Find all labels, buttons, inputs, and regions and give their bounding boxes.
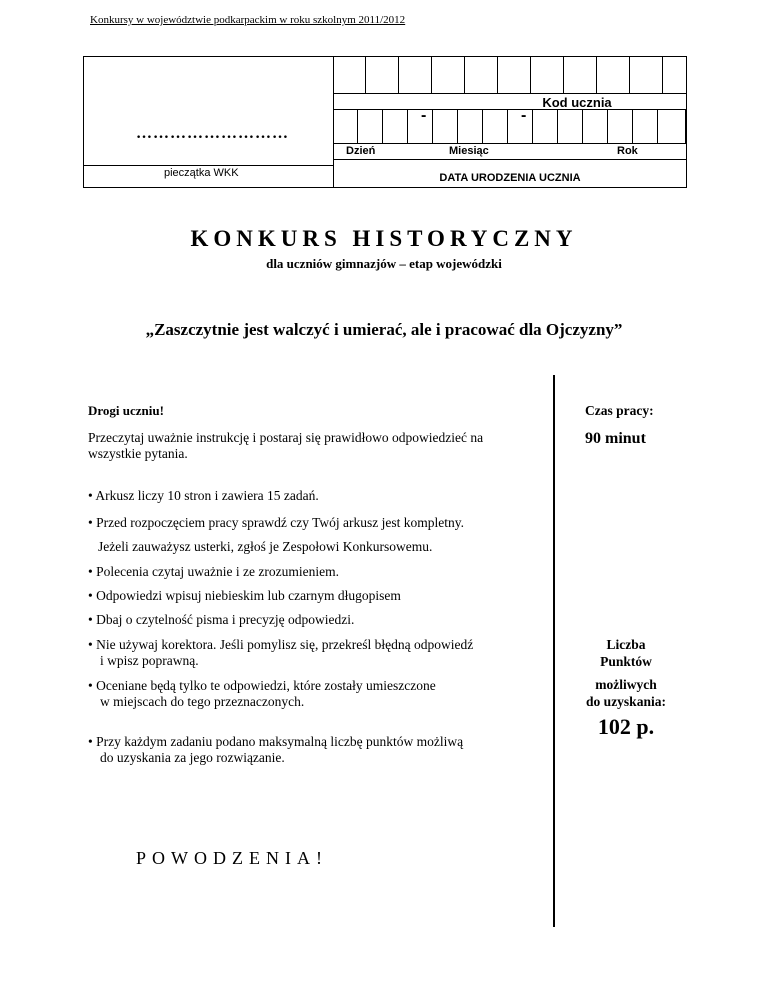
date-dash: - [421, 107, 427, 124]
rule-text: • Arkusz liczy 10 stron i zawiera 15 zadań. [88, 488, 319, 503]
grid-line [333, 143, 686, 144]
rule-text: Jeżeli zauważysz usterki, zgłoś je Zespołowi Konkursowemu. [98, 539, 433, 554]
rule-text: • Dbaj o czytelność pisma i precyzję odpowiedzi. [88, 612, 355, 627]
stamp-area [84, 57, 334, 187]
points-label-line: Punktów [600, 654, 652, 669]
rule-item [88, 612, 354, 628]
rule-text: • Przy każdym zadaniu podano maksymalną liczbę punktów możliwą [88, 734, 464, 749]
rule-text: • Odpowiedzi wpisuj niebieskim lub czarnym długopisem [88, 588, 401, 603]
stamp-label: pieczątka WKK [164, 167, 239, 179]
rule-item [88, 588, 401, 604]
points-label [580, 676, 672, 710]
points-label-line: możliwych [595, 677, 657, 692]
rule-item-continued [98, 539, 432, 555]
rok-label: Rok [617, 145, 638, 157]
student-id-box [83, 56, 687, 188]
rule-item [88, 488, 319, 504]
intro-text: Przeczytaj uważnie instrukcję i postaraj się prawidłowo odpowiedzieć na wszystkie pytania. [88, 430, 484, 461]
rule-item [88, 734, 463, 766]
rule-text: i wpisz poprawną. [100, 653, 199, 668]
grid-line [333, 93, 686, 94]
points-label-line: Liczba [606, 637, 646, 652]
good-luck: POWODZENIA! [136, 848, 328, 868]
dzien-label: Dzień [346, 145, 376, 157]
grid-line [333, 159, 686, 160]
kod-ucznia-grid[interactable] [333, 57, 686, 93]
rule-text: • Oceniane będą tylko te odpowiedzi, które zostały umieszczone [88, 678, 436, 693]
header-line: Konkursy w województwie podkarpackim w roku szkolnym 2011/2012 [90, 14, 406, 26]
rule-text: • Nie używaj korektora. Jeśli pomylisz się, przekreśl błędną odpowiedź [88, 637, 474, 652]
kod-ucznia-label: Kod ucznia [542, 95, 612, 110]
date-dash: - [521, 107, 527, 124]
time-value: 90 minut [585, 430, 646, 447]
rule-item [88, 564, 339, 580]
rule-text: • Przed rozpoczęciem pracy sprawdź czy Twój arkusz jest kompletny. [88, 515, 465, 530]
miesiac-label: Miesiąc [449, 145, 489, 157]
birth-date-grid[interactable] [333, 109, 686, 143]
stamp-separator [84, 165, 333, 166]
points-value: 102 p. [597, 714, 655, 739]
vertical-divider [553, 375, 555, 927]
rule-text: • Polecenia czytaj uważnie i ze zrozumieniem. [88, 564, 339, 579]
main-title: KONKURS HISTORYCZNY [190, 226, 578, 251]
greeting: Drogi uczniu! [88, 403, 164, 418]
rule-item [88, 678, 436, 710]
points-label-line: do uzyskania: [586, 694, 666, 709]
stamp-dots: ……………………… [136, 125, 289, 142]
data-urodzenia-label: DATA URODZENIA UCZNIA [439, 172, 581, 184]
time-label: Czas pracy: [585, 403, 654, 418]
motto: „Zaszczytnie jest walczyć i umierać, ale i pracować dla Ojczyzny” [145, 320, 623, 339]
subtitle: dla uczniów gimnazjów – etap wojewódzki [266, 256, 502, 271]
points-label [590, 636, 662, 670]
rule-item [88, 637, 473, 669]
rule-text: do uzyskania za jego rozwiązanie. [100, 750, 285, 765]
rule-text: w miejscach do tego przeznaczonych. [100, 694, 305, 709]
rule-item [88, 515, 464, 531]
